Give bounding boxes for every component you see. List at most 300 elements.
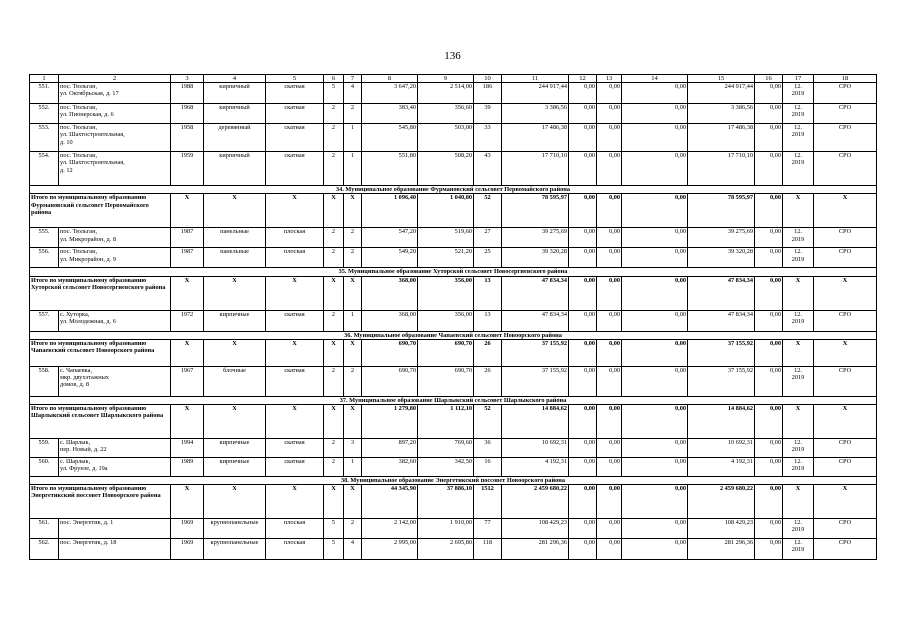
table-cell: 39 320,28 [688, 248, 755, 268]
register-table [29, 74, 877, 560]
table-cell: 108 429,23 [688, 519, 755, 539]
table-cell: 108 429,23 [502, 519, 569, 539]
table-row [30, 248, 877, 268]
table-cell: 1 [344, 310, 362, 331]
total-cell: 368,00 [362, 276, 418, 310]
table-cell: 39 275,69 [688, 228, 755, 248]
total-cell: 0,00 [622, 405, 688, 439]
table-cell: пос. Тюльган, ул. Микрорайон, д. 8 [59, 228, 171, 248]
table-cell: 12. 2019 [783, 539, 814, 560]
total-cell: 2 459 680,22 [688, 485, 755, 519]
table-cell: кирпичный [204, 83, 266, 104]
total-cell: X [171, 339, 204, 366]
table-cell: 0,00 [569, 152, 597, 186]
table-cell: 1969 [171, 519, 204, 539]
table-cell: 244 917,44 [502, 83, 569, 104]
total-cell: 1 112,10 [418, 405, 474, 439]
table-cell: 2 [324, 458, 344, 477]
table-cell: 3 647,20 [362, 83, 418, 104]
table-cell: с. Хуторка, ул. Молодежная, д. 6 [59, 310, 171, 331]
table-cell: 0,00 [597, 83, 622, 104]
table-cell: 0,00 [569, 458, 597, 477]
section-title: 36. Муниципальное образование Чапаевский сельсовет Новоорского района [30, 331, 877, 339]
total-cell: 0,00 [622, 339, 688, 366]
total-cell: X [204, 485, 266, 519]
table-row [30, 104, 877, 124]
total-cell: 0,00 [597, 405, 622, 439]
table-cell: 0,00 [622, 519, 688, 539]
table-cell: 557. [30, 310, 59, 331]
total-cell: 1 279,80 [362, 405, 418, 439]
section-row [30, 268, 877, 276]
table-cell: 2 [324, 366, 344, 396]
total-cell: 44 345,90 [362, 485, 418, 519]
table-cell: панельные [204, 248, 266, 268]
table-cell: 47 834,34 [502, 310, 569, 331]
total-cell: X [324, 194, 344, 228]
table-cell: блочные [204, 366, 266, 396]
table-cell: 0,00 [569, 539, 597, 560]
total-cell: X [783, 276, 814, 310]
table-body [30, 75, 877, 560]
section-row [30, 396, 877, 404]
total-cell: 0,00 [569, 276, 597, 310]
table-cell: 690,70 [418, 366, 474, 396]
total-cell: X [266, 339, 324, 366]
total-cell: X [783, 485, 814, 519]
total-cell: 0,00 [755, 339, 783, 366]
table-cell: 551,80 [362, 152, 418, 186]
table-row [30, 539, 877, 560]
total-row [30, 194, 877, 228]
table-cell: 17 486,38 [502, 124, 569, 152]
table-cell: 10 692,31 [688, 439, 755, 458]
table-cell: 27 [474, 228, 502, 248]
header-cell: 4 [204, 75, 266, 83]
table-row [30, 124, 877, 152]
header-cell: 9 [418, 75, 474, 83]
table-cell: 0,00 [755, 439, 783, 458]
total-cell: 0,00 [755, 194, 783, 228]
table-cell: 2 995,00 [362, 539, 418, 560]
header-cell: 16 [755, 75, 783, 83]
total-cell: X [783, 405, 814, 439]
table-cell: СРО [814, 124, 877, 152]
table-cell: 556. [30, 248, 59, 268]
table-cell: 1968 [171, 104, 204, 124]
table-cell: 0,00 [622, 310, 688, 331]
table-row [30, 152, 877, 186]
table-cell: 0,00 [622, 152, 688, 186]
table-cell: скатная [266, 124, 324, 152]
table-cell: 3 [344, 439, 362, 458]
table-cell: 17 710,10 [502, 152, 569, 186]
header-cell: 7 [344, 75, 362, 83]
table-cell: 5 [324, 83, 344, 104]
total-cell: X [204, 276, 266, 310]
table-cell: 2 514,00 [418, 83, 474, 104]
table-cell: скатная [266, 458, 324, 477]
table-cell: 33 [474, 124, 502, 152]
table-cell: деревянный [204, 124, 266, 152]
table-cell: 17 710,10 [688, 152, 755, 186]
table-cell: 0,00 [569, 104, 597, 124]
table-cell: 1 [344, 124, 362, 152]
total-label: Итого по муниципальному образованию Чапаевский сельсовет Новоорского района [30, 339, 171, 366]
section-row [30, 186, 877, 194]
table-cell: СРО [814, 310, 877, 331]
total-cell: X [814, 194, 877, 228]
table-cell: 356,60 [418, 104, 474, 124]
table-cell: 77 [474, 519, 502, 539]
total-cell: X [266, 276, 324, 310]
total-cell: 0,00 [755, 405, 783, 439]
total-cell: X [344, 276, 362, 310]
total-cell: 356,00 [418, 276, 474, 310]
table-cell: пос. Энергетик, д. 18 [59, 539, 171, 560]
table-cell: 508,20 [418, 152, 474, 186]
table-cell: 3 386,56 [688, 104, 755, 124]
total-cell: 2 459 680,22 [502, 485, 569, 519]
table-cell: 1959 [171, 152, 204, 186]
total-cell: 0,00 [755, 276, 783, 310]
table-cell: 552. [30, 104, 59, 124]
table-cell: 2 [344, 228, 362, 248]
table-cell: 0,00 [597, 366, 622, 396]
table-row [30, 439, 877, 458]
total-cell: 0,00 [597, 194, 622, 228]
total-cell: X [814, 339, 877, 366]
header-cell: 2 [59, 75, 171, 83]
total-cell: X [324, 485, 344, 519]
table-cell: пос. Энергетик, д. 1 [59, 519, 171, 539]
total-cell: 26 [474, 339, 502, 366]
table-cell: 43 [474, 152, 502, 186]
table-cell: с. Чапаевка, мкр. двухэтажных домов, д. 8 [59, 366, 171, 396]
table-cell: 1958 [171, 124, 204, 152]
total-cell: X [204, 339, 266, 366]
table-cell: 545,80 [362, 124, 418, 152]
table-cell: 0,00 [755, 519, 783, 539]
total-cell: X [344, 339, 362, 366]
table-cell: 562. [30, 539, 59, 560]
table-cell: пос. Тюльган, ул. Пионерская, д. 6 [59, 104, 171, 124]
table-cell: 560. [30, 458, 59, 477]
table-cell: 39 275,69 [502, 228, 569, 248]
table-cell: 0,00 [622, 104, 688, 124]
table-cell: 0,00 [622, 439, 688, 458]
table-cell: 561. [30, 519, 59, 539]
table-cell: 12. 2019 [783, 152, 814, 186]
table-cell: 0,00 [597, 124, 622, 152]
table-cell: 25 [474, 248, 502, 268]
table-cell: 2 [324, 124, 344, 152]
total-cell: 47 834,34 [688, 276, 755, 310]
total-cell: X [171, 485, 204, 519]
table-cell: 39 [474, 104, 502, 124]
table-cell: кирпичный [204, 152, 266, 186]
table-cell: 547,20 [362, 228, 418, 248]
table-cell: СРО [814, 248, 877, 268]
table-cell: 521,20 [418, 248, 474, 268]
total-cell: 690,70 [362, 339, 418, 366]
total-cell: 0,00 [569, 405, 597, 439]
table-cell: 2 [324, 310, 344, 331]
total-cell: 13 [474, 276, 502, 310]
table-cell: 0,00 [597, 519, 622, 539]
table-cell: 559. [30, 439, 59, 458]
table-cell: 2 [324, 248, 344, 268]
header-cell: 10 [474, 75, 502, 83]
table-cell: 1987 [171, 248, 204, 268]
total-cell: 0,00 [569, 339, 597, 366]
total-cell: X [324, 405, 344, 439]
table-cell: 0,00 [755, 458, 783, 477]
total-cell: X [814, 276, 877, 310]
table-row [30, 366, 877, 396]
table-cell: 0,00 [597, 539, 622, 560]
table-cell: 0,00 [622, 539, 688, 560]
table-cell: 4 [344, 539, 362, 560]
table-cell: 1967 [171, 366, 204, 396]
table-cell: 2 [344, 248, 362, 268]
table-cell: плоская [266, 228, 324, 248]
header-cell: 12 [569, 75, 597, 83]
table-cell: скатная [266, 366, 324, 396]
table-cell: 12. 2019 [783, 519, 814, 539]
total-cell: X [266, 194, 324, 228]
table-cell: 17 486,38 [688, 124, 755, 152]
table-cell: плоская [266, 248, 324, 268]
table-cell: 0,00 [569, 366, 597, 396]
table-cell: 555. [30, 228, 59, 248]
table-cell: 4 192,31 [688, 458, 755, 477]
table-cell: 0,00 [569, 124, 597, 152]
table-cell: 0,00 [755, 310, 783, 331]
total-cell: 0,00 [569, 194, 597, 228]
total-cell: X [266, 405, 324, 439]
table-row [30, 228, 877, 248]
table-cell: 0,00 [569, 310, 597, 331]
table-cell: 0,00 [569, 228, 597, 248]
table-cell: 342,50 [418, 458, 474, 477]
table-cell: 36 [474, 439, 502, 458]
total-row [30, 276, 877, 310]
table-cell: 1987 [171, 228, 204, 248]
table-cell: 0,00 [622, 83, 688, 104]
table-cell: 368,00 [362, 310, 418, 331]
total-cell: 0,00 [569, 485, 597, 519]
table-row [30, 310, 877, 331]
table-cell: 1988 [171, 83, 204, 104]
table-cell: 12. 2019 [783, 458, 814, 477]
table-cell: СРО [814, 228, 877, 248]
table-cell: 0,00 [622, 124, 688, 152]
table-cell: крупнопанельные [204, 519, 266, 539]
table-cell: 12. 2019 [783, 104, 814, 124]
total-cell: 0,00 [597, 339, 622, 366]
header-cell: 17 [783, 75, 814, 83]
table-cell: СРО [814, 366, 877, 396]
table-cell: 118 [474, 539, 502, 560]
total-row [30, 485, 877, 519]
table-cell: 0,00 [755, 228, 783, 248]
total-label: Итого по муниципальному образованию Энергетикский поссовет Новоорского района [30, 485, 171, 519]
table-cell: 3 386,56 [502, 104, 569, 124]
table-cell: кирпичные [204, 439, 266, 458]
table-cell: СРО [814, 439, 877, 458]
table-cell: пос. Тюльган, ул. Октябрьская, д. 17 [59, 83, 171, 104]
table-cell: 0,00 [755, 83, 783, 104]
table-cell: 0,00 [569, 248, 597, 268]
table-cell: 10 692,31 [502, 439, 569, 458]
table-cell: 0,00 [597, 152, 622, 186]
table-cell: кирпичный [204, 104, 266, 124]
total-cell: 52 [474, 405, 502, 439]
table-cell: 186 [474, 83, 502, 104]
table-cell: 1989 [171, 458, 204, 477]
table-cell: 13 [474, 310, 502, 331]
header-cell: 5 [266, 75, 324, 83]
total-cell: 0,00 [622, 485, 688, 519]
table-cell: 1969 [171, 539, 204, 560]
table-cell: 551. [30, 83, 59, 104]
total-cell: X [324, 339, 344, 366]
table-cell: 2 [324, 228, 344, 248]
table-cell: 2 142,00 [362, 519, 418, 539]
table-cell: 0,00 [597, 458, 622, 477]
table-cell: 2 695,80 [418, 539, 474, 560]
register-table-wrapper [29, 74, 876, 560]
table-cell: 4 [344, 83, 362, 104]
header-cell: 18 [814, 75, 877, 83]
table-cell: 0,00 [755, 104, 783, 124]
table-cell: кирпичные [204, 458, 266, 477]
total-cell: X [783, 194, 814, 228]
table-cell: 519,60 [418, 228, 474, 248]
table-cell: 1994 [171, 439, 204, 458]
table-cell: 0,00 [622, 366, 688, 396]
total-label: Итого по муниципальному образованию Хуторской сельсовет Новосергиевского района [30, 276, 171, 310]
total-cell: 1512 [474, 485, 502, 519]
total-cell: 0,00 [622, 194, 688, 228]
total-cell: X [266, 485, 324, 519]
table-cell: 2 [344, 519, 362, 539]
header-cell: 1 [30, 75, 59, 83]
header-cell: 15 [688, 75, 755, 83]
table-cell: 244 917,44 [688, 83, 755, 104]
table-cell: пос. Тюльган, ул. Шахтостроительная, д. 10 [59, 124, 171, 152]
total-cell: X [171, 405, 204, 439]
total-cell: 78 595,97 [688, 194, 755, 228]
table-cell: 5 [324, 539, 344, 560]
header-cell: 14 [622, 75, 688, 83]
total-label: Итого по муниципальному образованию Шарлыкский сельсовет Шарлыкского района [30, 405, 171, 439]
table-cell: пос. Тюльган, ул. Микрорайон, д. 9 [59, 248, 171, 268]
total-label: Итого по муниципальному образованию Фурмановский сельсовет Первомайского района [30, 194, 171, 228]
table-cell: 503,00 [418, 124, 474, 152]
total-cell: X [814, 485, 877, 519]
table-cell: 553. [30, 124, 59, 152]
table-cell: скатная [266, 310, 324, 331]
header-cell: 11 [502, 75, 569, 83]
total-cell: 0,00 [597, 276, 622, 310]
table-cell: СРО [814, 519, 877, 539]
table-cell: 690,70 [362, 366, 418, 396]
total-cell: 0,00 [755, 485, 783, 519]
header-cell: 8 [362, 75, 418, 83]
table-cell: кирпичные [204, 310, 266, 331]
total-cell: X [344, 405, 362, 439]
table-row [30, 519, 877, 539]
table-cell: 558. [30, 366, 59, 396]
table-cell: 0,00 [755, 248, 783, 268]
table-cell: 281 296,36 [502, 539, 569, 560]
table-cell: 281 296,36 [688, 539, 755, 560]
total-cell: X [814, 405, 877, 439]
table-cell: СРО [814, 83, 877, 104]
table-cell: 0,00 [569, 439, 597, 458]
table-cell: 1972 [171, 310, 204, 331]
total-row [30, 405, 877, 439]
total-cell: 0,00 [622, 276, 688, 310]
table-cell: СРО [814, 104, 877, 124]
header-cell: 13 [597, 75, 622, 83]
table-cell: 16 [474, 458, 502, 477]
section-row [30, 331, 877, 339]
table-cell: 0,00 [622, 248, 688, 268]
total-cell: 1 096,40 [362, 194, 418, 228]
table-cell: 549,20 [362, 248, 418, 268]
table-cell: 0,00 [755, 366, 783, 396]
table-cell: 2 [344, 366, 362, 396]
table-cell: 12. 2019 [783, 366, 814, 396]
total-cell: 52 [474, 194, 502, 228]
table-cell: скатная [266, 83, 324, 104]
header-row [30, 75, 877, 83]
table-cell: 1 [344, 458, 362, 477]
total-cell: 37 155,92 [688, 339, 755, 366]
table-cell: крупнопанельные [204, 539, 266, 560]
table-cell: 4 192,31 [502, 458, 569, 477]
table-cell: 0,00 [622, 228, 688, 248]
table-cell: 0,00 [597, 248, 622, 268]
table-cell: 1 [344, 152, 362, 186]
table-cell: пос. Тюльган, ул. Шахтостроительная, д. 12 [59, 152, 171, 186]
total-cell: X [344, 485, 362, 519]
table-cell: 2 [324, 439, 344, 458]
total-cell: 78 595,97 [502, 194, 569, 228]
table-cell: панельные [204, 228, 266, 248]
table-cell: СРО [814, 539, 877, 560]
table-cell: 2 [324, 152, 344, 186]
total-cell: 14 884,62 [502, 405, 569, 439]
total-cell: 37 886,10 [418, 485, 474, 519]
table-cell: 0,00 [755, 539, 783, 560]
table-cell: скатная [266, 104, 324, 124]
total-cell: 37 155,92 [502, 339, 569, 366]
table-cell: 2 [324, 104, 344, 124]
table-cell: 0,00 [755, 152, 783, 186]
section-title: 37. Муниципальное образование Шарлыкский сельсовет Шарлыкского района [30, 396, 877, 404]
section-title: 34. Муниципальное образование Фурмановский сельсовет Первомайского района [30, 186, 877, 194]
table-row [30, 458, 877, 477]
table-cell: 12. 2019 [783, 248, 814, 268]
table-cell: 2 [344, 104, 362, 124]
table-cell: 897,20 [362, 439, 418, 458]
header-cell: 3 [171, 75, 204, 83]
table-cell: 769,60 [418, 439, 474, 458]
